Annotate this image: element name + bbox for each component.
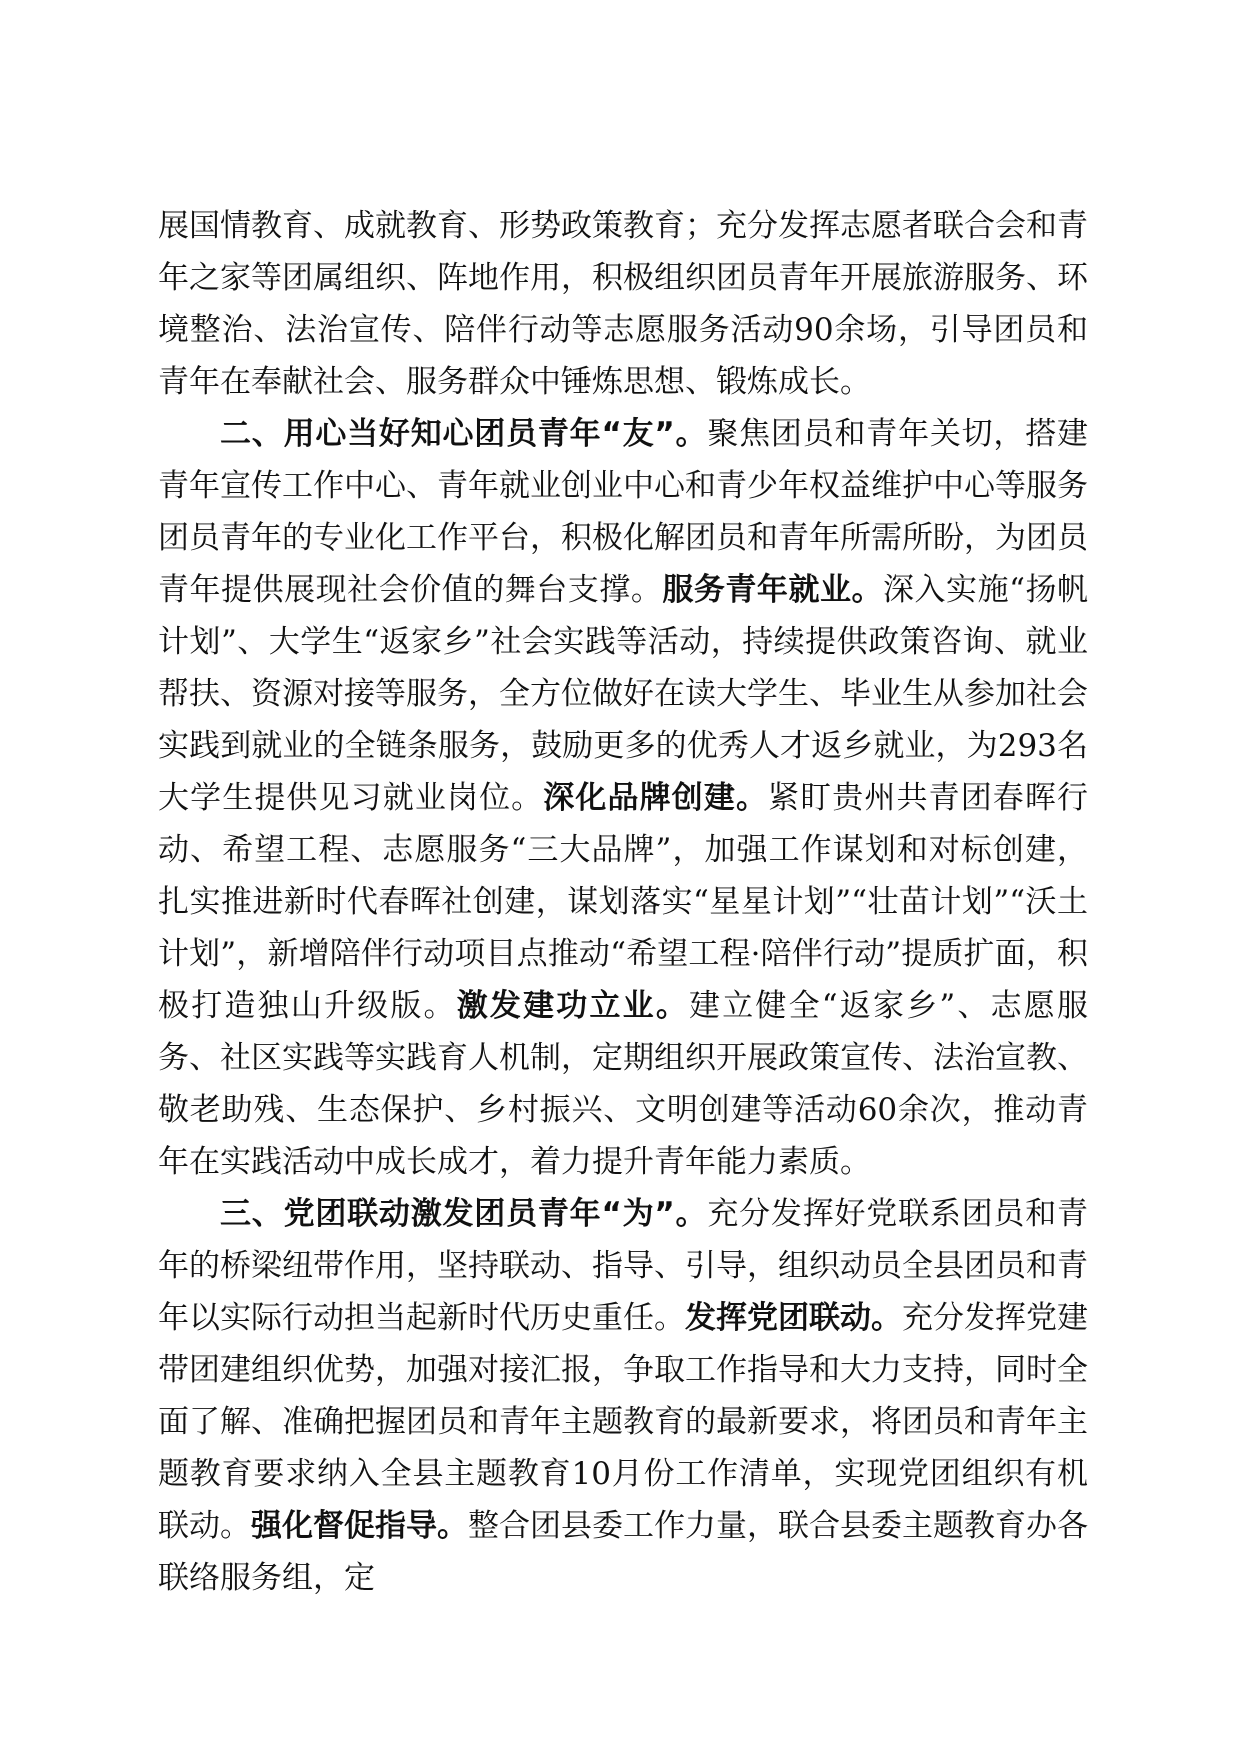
section-intro: 聚焦团员和青年关切，搭建青年宣传工作中心、青年就业创业中心和青少年权益维护中心等服务团员青年的专业化工作平台，积极化解团员和青年所需所盼，为团员青年提供展现社会价值的舞台支撑。	[158, 416, 1088, 608]
section-heading: 二、用心当好知心团员青年“友”。	[220, 416, 708, 452]
item-title: 激发建功立业。	[456, 988, 690, 1024]
item-title: 深化品牌创建。	[543, 780, 769, 816]
item-text: 深入实施“扬帆计划”、大学生“返家乡”社会实践等活动，持续提供政策咨询、就业帮扶、资源对接等服务，全方位做好在读大学生、毕业生从参加社会实践到就业的全链条服务，鼓励更多的优秀人才返乡就业，为293名大学生提供见习就业岗位。	[158, 572, 1088, 816]
section-intro: 充分发挥好党联系团员和青年的桥梁纽带作用，坚持联动、指导、引导，组织动员全县团员和青年以实际行动担当起新时代历史重任。	[158, 1196, 1088, 1336]
section-heading: 三、党团联动激发团员青年“为”。	[220, 1196, 708, 1232]
section-two-paragraph	[158, 408, 1088, 1188]
item-title: 发挥党团联动。	[685, 1300, 902, 1336]
paragraph-text: 展国情教育、成就教育、形势政策教育；充分发挥志愿者联合会和青年之家等团属组织、阵地作用，积极组织团员青年开展旅游服务、环境整治、法治宣传、陪伴行动等志愿服务活动90余场，引导团员和青年在奉献社会、服务群众中锤炼思想、锻炼成长。	[158, 208, 1088, 400]
section-three-paragraph	[158, 1188, 1088, 1604]
item-text: 整合团县委工作力量，联合县委主题教育办各联络服务组，定	[158, 1508, 1088, 1596]
item-text: 建立健全“返家乡”、志愿服务、社区实践等实践育人机制，定期组织开展政策宣传、法治宣教、敬老助残、生态保护、乡村振兴、文明创建等活动60余次，推动青年在实践活动中成长成才，着力提升青年能力素质。	[158, 988, 1088, 1180]
document-page	[158, 200, 1088, 1604]
item-text: 充分发挥党建带团建组织优势，加强对接汇报，争取工作指导和大力支持，同时全面了解、准确把握团员和青年主题教育的最新要求，将团员和青年主题教育要求纳入全县主题教育10月份工作清单，实现党团组织有机联动。	[158, 1300, 1088, 1544]
item-title: 强化督促指导。	[251, 1508, 468, 1544]
item-title: 服务青年就业。	[662, 572, 884, 608]
paragraph-continuation	[158, 200, 1088, 408]
item-text: 紧盯贵州共青团春晖行动、希望工程、志愿服务“三大品牌”，加强工作谋划和对标创建，扎实推进新时代春晖社创建，谋划落实“星星计划”“壮苗计划”“沃土计划”，新增陪伴行动项目点推动“希望工程·陪伴行动”提质扩面，积极打造独山升级版。	[158, 780, 1089, 1024]
